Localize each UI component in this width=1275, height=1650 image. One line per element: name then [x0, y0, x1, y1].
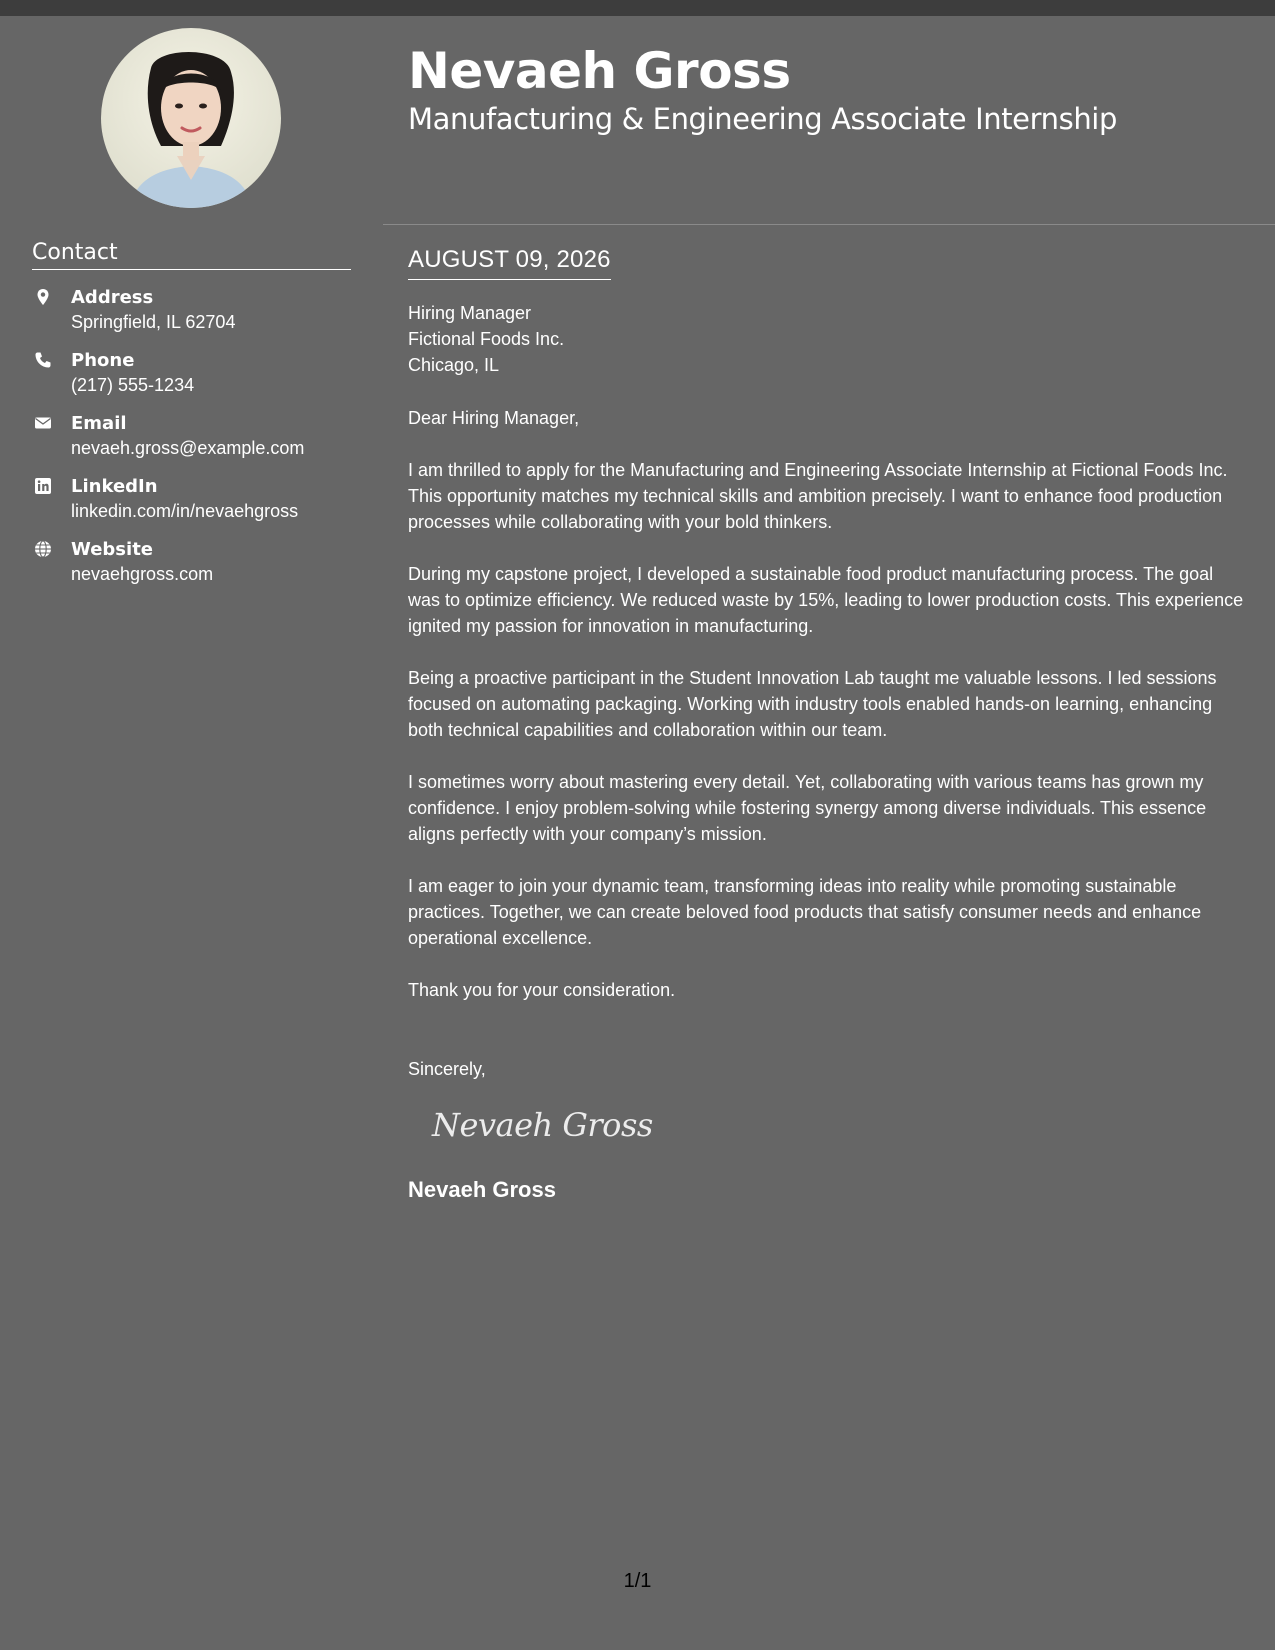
profile-photo [101, 28, 281, 208]
salutation: Dear Hiring Manager, [408, 408, 580, 428]
recipient-block [408, 300, 1248, 378]
contact-list [32, 286, 362, 601]
header-divider [383, 224, 1275, 225]
applicant-name: Nevaeh Gross [408, 42, 791, 100]
recipient-line: Chicago, IL [408, 355, 500, 375]
recipient-line: Hiring Manager [408, 303, 532, 323]
email-link[interactable]: nevaeh.gross@example.com [71, 438, 305, 458]
handwritten-signature [430, 1100, 660, 1150]
cover-letter-page [0, 16, 1275, 1650]
envelope-icon [34, 414, 52, 432]
location-pin-icon [34, 288, 52, 306]
contact-item-website [32, 538, 362, 601]
phone-value[interactable]: (217) 555-1234 [71, 375, 195, 395]
contact-item-linkedin [32, 475, 362, 538]
contact-label: Address [71, 287, 154, 308]
avatar [101, 28, 281, 208]
linkedin-link[interactable]: linkedin.com/in/nevaehgross [71, 501, 299, 521]
contact-heading: Contact [32, 240, 351, 270]
contact-item-email [32, 412, 362, 475]
letter-body [408, 246, 1248, 1203]
phone-icon [34, 351, 52, 369]
website-link[interactable]: nevaehgross.com [71, 564, 214, 584]
top-bar [0, 0, 1275, 16]
contact-item-address [32, 286, 362, 349]
address-value: Springfield, IL 62704 [71, 312, 236, 332]
closing: Sincerely, [408, 1059, 486, 1079]
contact-label: Email [71, 413, 127, 434]
paragraph: I am thrilled to apply for the Manufacturing and Engineering Associate Internship at Fictional Foods Inc. This opportunity matches my technical skills and ambition precisely. I want to enhance food production processes while collaborating with your bold thinkers. [408, 460, 1228, 532]
letter-date: AUGUST 09, 2026 [408, 246, 611, 280]
recipient-line: Fictional Foods Inc. [408, 329, 565, 349]
signed-name: Nevaeh Gross [408, 1177, 556, 1202]
paragraph: During my capstone project, I developed a sustainable food product manufacturing process. The goal was to optimize efficiency. We reduced waste by 15%, leading to lower production costs. This experience ignited my passion for innovation in manufacturing. [408, 564, 1244, 636]
sidebar [0, 16, 383, 1650]
paragraph: I am eager to join your dynamic team, transforming ideas into reality while promoting sustainable practices. Together, we can create beloved food products that satisfy consumer needs and enhance operational excellence. [408, 876, 1202, 948]
globe-icon [34, 540, 52, 558]
applicant-role: Manufacturing & Engineering Associate Internship [408, 102, 1117, 136]
contact-item-phone [32, 349, 362, 412]
paragraph: I sometimes worry about mastering every detail. Yet, collaborating with various teams has grown my confidence. I enjoy problem-solving while fostering synergy among diverse individuals. This essence aligns perfectly with your company’s mission. [408, 772, 1207, 844]
paragraph: Being a proactive participant in the Student Innovation Lab taught me valuable lessons. I led sessions focused on automating packaging. Working with industry tools enabled hands-on learning, enhancing both technical capabilities and collaboration within our team. [408, 668, 1217, 740]
linkedin-icon [34, 477, 52, 495]
svg-text:Nevaeh Gross: Nevaeh Gross [432, 1106, 653, 1144]
contact-label: Phone [71, 350, 135, 371]
page-number: 1/1 [623, 1570, 652, 1592]
contact-label: LinkedIn [71, 476, 158, 497]
paragraph: Thank you for your consideration. [408, 980, 676, 1000]
contact-label: Website [71, 539, 154, 560]
